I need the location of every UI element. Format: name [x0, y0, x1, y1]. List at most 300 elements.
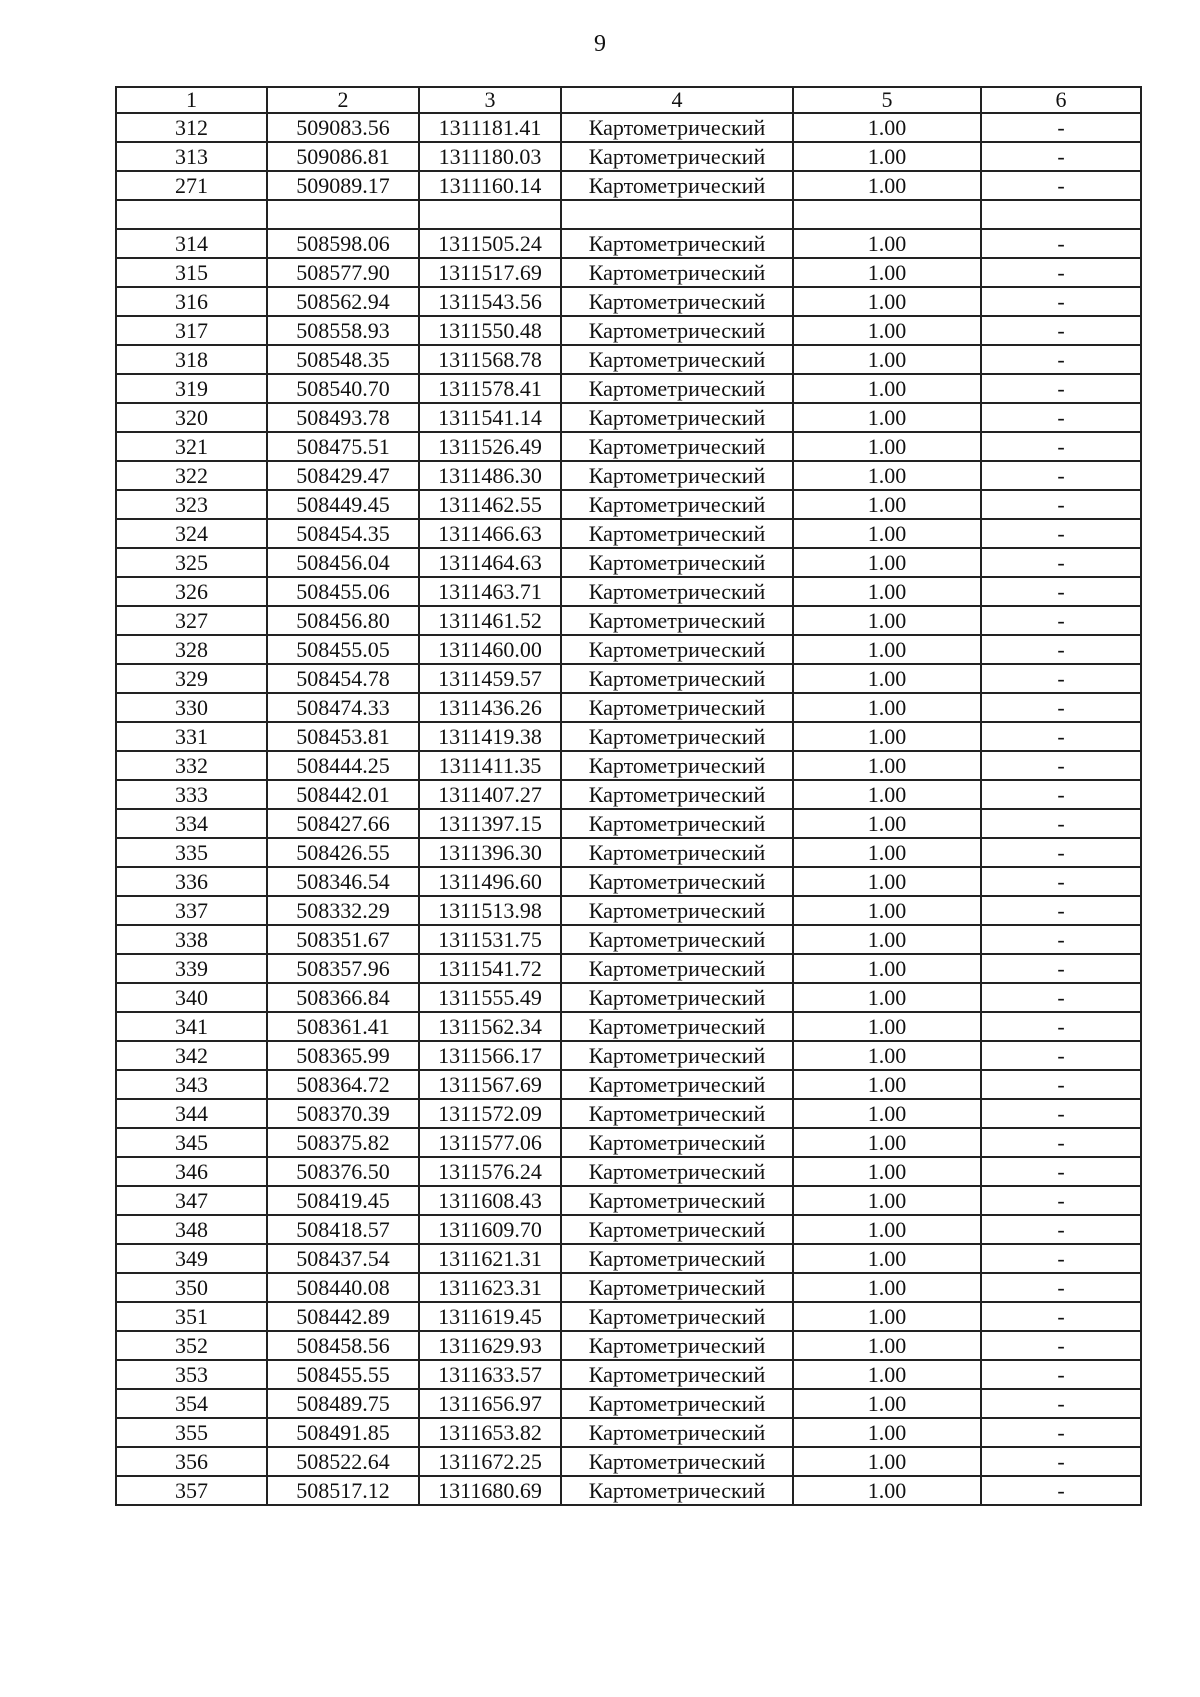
- x-coordinate-cell: 508475.51: [267, 432, 419, 461]
- y-coordinate-cell: 1311568.78: [419, 345, 561, 374]
- y-coordinate-cell: 1311555.49: [419, 983, 561, 1012]
- x-coordinate-cell: 508365.99: [267, 1041, 419, 1070]
- point-number-cell: 342: [116, 1041, 267, 1070]
- description-cell: -: [981, 635, 1141, 664]
- point-number-cell: 312: [116, 113, 267, 142]
- description-cell: -: [981, 1389, 1141, 1418]
- description-cell: -: [981, 316, 1141, 345]
- x-coordinate-cell: 508376.50: [267, 1157, 419, 1186]
- description-cell: [981, 200, 1141, 229]
- y-coordinate-cell: 1311541.72: [419, 954, 561, 983]
- table-row: [116, 664, 1141, 693]
- method-cell: [561, 200, 793, 229]
- description-cell: -: [981, 142, 1141, 171]
- accuracy-cell: [793, 200, 981, 229]
- x-coordinate-cell: 508458.56: [267, 1331, 419, 1360]
- description-cell: -: [981, 954, 1141, 983]
- description-cell: -: [981, 1447, 1141, 1476]
- method-cell: Картометрический: [561, 983, 793, 1012]
- point-number-cell: 332: [116, 751, 267, 780]
- table-row: [116, 983, 1141, 1012]
- description-cell: -: [981, 1302, 1141, 1331]
- accuracy-cell: 1.00: [793, 1447, 981, 1476]
- method-cell: Картометрический: [561, 1157, 793, 1186]
- point-number-cell: 320: [116, 403, 267, 432]
- method-cell: Картометрический: [561, 490, 793, 519]
- description-cell: -: [981, 1360, 1141, 1389]
- method-cell: Картометрический: [561, 1186, 793, 1215]
- method-cell: Картометрический: [561, 519, 793, 548]
- x-coordinate-cell: 508437.54: [267, 1244, 419, 1273]
- accuracy-cell: 1.00: [793, 345, 981, 374]
- accuracy-cell: 1.00: [793, 1360, 981, 1389]
- x-coordinate-cell: 508346.54: [267, 867, 419, 896]
- y-coordinate-cell: 1311411.35: [419, 751, 561, 780]
- table-row: [116, 780, 1141, 809]
- table-row: [116, 925, 1141, 954]
- table-row: [116, 200, 1141, 229]
- accuracy-cell: 1.00: [793, 606, 981, 635]
- point-number-cell: 334: [116, 809, 267, 838]
- description-cell: -: [981, 1244, 1141, 1273]
- table-row: [116, 867, 1141, 896]
- accuracy-cell: 1.00: [793, 1070, 981, 1099]
- method-cell: Картометрический: [561, 1273, 793, 1302]
- description-cell: -: [981, 1041, 1141, 1070]
- accuracy-cell: 1.00: [793, 809, 981, 838]
- table-row: [116, 229, 1141, 258]
- column-header: 2: [267, 87, 419, 113]
- point-number-cell: 331: [116, 722, 267, 751]
- y-coordinate-cell: 1311680.69: [419, 1476, 561, 1505]
- y-coordinate-cell: 1311486.30: [419, 461, 561, 490]
- description-cell: -: [981, 867, 1141, 896]
- x-coordinate-cell: 508522.64: [267, 1447, 419, 1476]
- method-cell: Картометрический: [561, 432, 793, 461]
- description-cell: -: [981, 664, 1141, 693]
- method-cell: Картометрический: [561, 635, 793, 664]
- column-header: 4: [561, 87, 793, 113]
- method-cell: Картометрический: [561, 113, 793, 142]
- x-coordinate-cell: 509083.56: [267, 113, 419, 142]
- y-coordinate-cell: 1311513.98: [419, 896, 561, 925]
- accuracy-cell: 1.00: [793, 664, 981, 693]
- x-coordinate-cell: 508558.93: [267, 316, 419, 345]
- description-cell: -: [981, 1186, 1141, 1215]
- y-coordinate-cell: 1311181.41: [419, 113, 561, 142]
- accuracy-cell: 1.00: [793, 1331, 981, 1360]
- method-cell: Картометрический: [561, 1331, 793, 1360]
- x-coordinate-cell: 508426.55: [267, 838, 419, 867]
- coordinates-table: [115, 86, 1142, 1506]
- x-coordinate-cell: 508364.72: [267, 1070, 419, 1099]
- x-coordinate-cell: 508455.55: [267, 1360, 419, 1389]
- point-number-cell: 325: [116, 548, 267, 577]
- point-number-cell: 354: [116, 1389, 267, 1418]
- method-cell: Картометрический: [561, 693, 793, 722]
- table-row: [116, 1186, 1141, 1215]
- table-row: [116, 1273, 1141, 1302]
- x-coordinate-cell: 508548.35: [267, 345, 419, 374]
- point-number-cell: 313: [116, 142, 267, 171]
- description-cell: -: [981, 1273, 1141, 1302]
- accuracy-cell: 1.00: [793, 954, 981, 983]
- method-cell: Картометрический: [561, 403, 793, 432]
- accuracy-cell: 1.00: [793, 722, 981, 751]
- description-cell: -: [981, 751, 1141, 780]
- method-cell: Картометрический: [561, 258, 793, 287]
- description-cell: -: [981, 722, 1141, 751]
- x-coordinate-cell: 508357.96: [267, 954, 419, 983]
- point-number-cell: 322: [116, 461, 267, 490]
- point-number-cell: 316: [116, 287, 267, 316]
- point-number-cell: 271: [116, 171, 267, 200]
- x-coordinate-cell: 508517.12: [267, 1476, 419, 1505]
- column-header: 1: [116, 87, 267, 113]
- accuracy-cell: 1.00: [793, 432, 981, 461]
- y-coordinate-cell: 1311160.14: [419, 171, 561, 200]
- method-cell: Картометрический: [561, 345, 793, 374]
- x-coordinate-cell: 508456.04: [267, 548, 419, 577]
- description-cell: -: [981, 1215, 1141, 1244]
- y-coordinate-cell: 1311572.09: [419, 1099, 561, 1128]
- method-cell: Картометрический: [561, 1360, 793, 1389]
- point-number-cell: 314: [116, 229, 267, 258]
- description-cell: -: [981, 693, 1141, 722]
- method-cell: Картометрический: [561, 896, 793, 925]
- description-cell: -: [981, 983, 1141, 1012]
- x-coordinate-cell: 508453.81: [267, 722, 419, 751]
- y-coordinate-cell: 1311462.55: [419, 490, 561, 519]
- x-coordinate-cell: 508444.25: [267, 751, 419, 780]
- accuracy-cell: 1.00: [793, 519, 981, 548]
- table-row: [116, 606, 1141, 635]
- accuracy-cell: 1.00: [793, 229, 981, 258]
- x-coordinate-cell: 509086.81: [267, 142, 419, 171]
- table-row: [116, 693, 1141, 722]
- point-number-cell: 330: [116, 693, 267, 722]
- x-coordinate-cell: 508455.05: [267, 635, 419, 664]
- method-cell: Картометрический: [561, 1389, 793, 1418]
- y-coordinate-cell: 1311505.24: [419, 229, 561, 258]
- accuracy-cell: 1.00: [793, 925, 981, 954]
- method-cell: Картометрический: [561, 287, 793, 316]
- method-cell: Картометрический: [561, 925, 793, 954]
- page-number: 9: [594, 31, 606, 57]
- method-cell: Картометрический: [561, 1215, 793, 1244]
- table-row: [116, 374, 1141, 403]
- x-coordinate-cell: 508598.06: [267, 229, 419, 258]
- method-cell: Картометрический: [561, 1447, 793, 1476]
- table-row: [116, 461, 1141, 490]
- accuracy-cell: 1.00: [793, 142, 981, 171]
- table-row: [116, 635, 1141, 664]
- method-cell: Картометрический: [561, 461, 793, 490]
- table-row: [116, 809, 1141, 838]
- x-coordinate-cell: 508540.70: [267, 374, 419, 403]
- table-row: [116, 954, 1141, 983]
- point-number-cell: 315: [116, 258, 267, 287]
- x-coordinate-cell: 508577.90: [267, 258, 419, 287]
- description-cell: -: [981, 1418, 1141, 1447]
- x-coordinate-cell: 508493.78: [267, 403, 419, 432]
- description-cell: -: [981, 1070, 1141, 1099]
- accuracy-cell: 1.00: [793, 461, 981, 490]
- table-row: [116, 1215, 1141, 1244]
- table-row: [116, 1157, 1141, 1186]
- y-coordinate-cell: 1311517.69: [419, 258, 561, 287]
- table-row: [116, 142, 1141, 171]
- x-coordinate-cell: 508361.41: [267, 1012, 419, 1041]
- point-number-cell: 348: [116, 1215, 267, 1244]
- x-coordinate-cell: 508429.47: [267, 461, 419, 490]
- description-cell: -: [981, 577, 1141, 606]
- point-number-cell: 351: [116, 1302, 267, 1331]
- description-cell: -: [981, 1157, 1141, 1186]
- y-coordinate-cell: 1311541.14: [419, 403, 561, 432]
- x-coordinate-cell: 508418.57: [267, 1215, 419, 1244]
- table-row: [116, 316, 1141, 345]
- y-coordinate-cell: 1311459.57: [419, 664, 561, 693]
- table-row: [116, 1302, 1141, 1331]
- x-coordinate-cell: 508351.67: [267, 925, 419, 954]
- method-cell: Картометрический: [561, 1302, 793, 1331]
- method-cell: Картометрический: [561, 664, 793, 693]
- y-coordinate-cell: 1311577.06: [419, 1128, 561, 1157]
- method-cell: Картометрический: [561, 1012, 793, 1041]
- y-coordinate-cell: 1311623.31: [419, 1273, 561, 1302]
- x-coordinate-cell: 508442.01: [267, 780, 419, 809]
- method-cell: Картометрический: [561, 229, 793, 258]
- x-coordinate-cell: 508456.80: [267, 606, 419, 635]
- point-number-cell: 355: [116, 1418, 267, 1447]
- point-number-cell: 350: [116, 1273, 267, 1302]
- method-cell: Картометрический: [561, 1476, 793, 1505]
- point-number-cell: 349: [116, 1244, 267, 1273]
- method-cell: Картометрический: [561, 548, 793, 577]
- description-cell: -: [981, 1128, 1141, 1157]
- x-coordinate-cell: 508375.82: [267, 1128, 419, 1157]
- column-header: 5: [793, 87, 981, 113]
- table-row: [116, 1128, 1141, 1157]
- y-coordinate-cell: [419, 200, 561, 229]
- accuracy-cell: 1.00: [793, 1099, 981, 1128]
- table-row: [116, 1099, 1141, 1128]
- description-cell: -: [981, 519, 1141, 548]
- table-row: [116, 838, 1141, 867]
- method-cell: Картометрический: [561, 1070, 793, 1099]
- y-coordinate-cell: 1311562.34: [419, 1012, 561, 1041]
- description-cell: -: [981, 258, 1141, 287]
- method-cell: Картометрический: [561, 722, 793, 751]
- table-row: [116, 1244, 1141, 1273]
- y-coordinate-cell: 1311407.27: [419, 780, 561, 809]
- point-number-cell: 337: [116, 896, 267, 925]
- y-coordinate-cell: 1311543.56: [419, 287, 561, 316]
- point-number-cell: 336: [116, 867, 267, 896]
- method-cell: Картометрический: [561, 838, 793, 867]
- point-number-cell: 339: [116, 954, 267, 983]
- description-cell: -: [981, 1099, 1141, 1128]
- table-row: [116, 577, 1141, 606]
- y-coordinate-cell: 1311653.82: [419, 1418, 561, 1447]
- x-coordinate-cell: 508442.89: [267, 1302, 419, 1331]
- point-number-cell: 324: [116, 519, 267, 548]
- description-cell: -: [981, 809, 1141, 838]
- column-header: 6: [981, 87, 1141, 113]
- point-number-cell: 321: [116, 432, 267, 461]
- method-cell: Картометрический: [561, 780, 793, 809]
- x-coordinate-cell: 508454.35: [267, 519, 419, 548]
- y-coordinate-cell: 1311629.93: [419, 1331, 561, 1360]
- y-coordinate-cell: 1311550.48: [419, 316, 561, 345]
- table-row: [116, 171, 1141, 200]
- x-coordinate-cell: 509089.17: [267, 171, 419, 200]
- y-coordinate-cell: 1311531.75: [419, 925, 561, 954]
- table-row: [116, 1447, 1141, 1476]
- accuracy-cell: 1.00: [793, 1157, 981, 1186]
- accuracy-cell: 1.00: [793, 1244, 981, 1273]
- point-number-cell: [116, 200, 267, 229]
- y-coordinate-cell: 1311621.31: [419, 1244, 561, 1273]
- y-coordinate-cell: 1311608.43: [419, 1186, 561, 1215]
- table-row: [116, 519, 1141, 548]
- point-number-cell: 346: [116, 1157, 267, 1186]
- x-coordinate-cell: 508454.78: [267, 664, 419, 693]
- point-number-cell: 340: [116, 983, 267, 1012]
- point-number-cell: 329: [116, 664, 267, 693]
- x-coordinate-cell: 508491.85: [267, 1418, 419, 1447]
- method-cell: Картометрический: [561, 577, 793, 606]
- y-coordinate-cell: 1311466.63: [419, 519, 561, 548]
- y-coordinate-cell: 1311396.30: [419, 838, 561, 867]
- table-body: [116, 113, 1141, 1505]
- y-coordinate-cell: 1311567.69: [419, 1070, 561, 1099]
- accuracy-cell: 1.00: [793, 577, 981, 606]
- accuracy-cell: 1.00: [793, 1389, 981, 1418]
- table-row: [116, 287, 1141, 316]
- table-row: [116, 1360, 1141, 1389]
- table-row: [116, 1041, 1141, 1070]
- description-cell: -: [981, 403, 1141, 432]
- y-coordinate-cell: 1311578.41: [419, 374, 561, 403]
- x-coordinate-cell: [267, 200, 419, 229]
- accuracy-cell: 1.00: [793, 171, 981, 200]
- table-row: [116, 1476, 1141, 1505]
- point-number-cell: 323: [116, 490, 267, 519]
- description-cell: -: [981, 896, 1141, 925]
- method-cell: Картометрический: [561, 1099, 793, 1128]
- y-coordinate-cell: 1311397.15: [419, 809, 561, 838]
- y-coordinate-cell: 1311496.60: [419, 867, 561, 896]
- method-cell: Картометрический: [561, 606, 793, 635]
- description-cell: -: [981, 113, 1141, 142]
- method-cell: Картометрический: [561, 867, 793, 896]
- accuracy-cell: 1.00: [793, 490, 981, 519]
- description-cell: -: [981, 345, 1141, 374]
- table-row: [116, 1070, 1141, 1099]
- accuracy-cell: 1.00: [793, 1128, 981, 1157]
- method-cell: Картометрический: [561, 316, 793, 345]
- y-coordinate-cell: 1311619.45: [419, 1302, 561, 1331]
- point-number-cell: 327: [116, 606, 267, 635]
- method-cell: Картометрический: [561, 954, 793, 983]
- accuracy-cell: 1.00: [793, 983, 981, 1012]
- description-cell: -: [981, 461, 1141, 490]
- description-cell: -: [981, 606, 1141, 635]
- description-cell: -: [981, 432, 1141, 461]
- point-number-cell: 347: [116, 1186, 267, 1215]
- method-cell: Картометрический: [561, 1041, 793, 1070]
- point-number-cell: 353: [116, 1360, 267, 1389]
- table-row: [116, 345, 1141, 374]
- accuracy-cell: 1.00: [793, 867, 981, 896]
- point-number-cell: 318: [116, 345, 267, 374]
- y-coordinate-cell: 1311464.63: [419, 548, 561, 577]
- x-coordinate-cell: 508489.75: [267, 1389, 419, 1418]
- point-number-cell: 356: [116, 1447, 267, 1476]
- point-number-cell: 345: [116, 1128, 267, 1157]
- x-coordinate-cell: 508455.06: [267, 577, 419, 606]
- table-row: [116, 258, 1141, 287]
- description-cell: -: [981, 1331, 1141, 1360]
- accuracy-cell: 1.00: [793, 1012, 981, 1041]
- point-number-cell: 326: [116, 577, 267, 606]
- accuracy-cell: 1.00: [793, 113, 981, 142]
- table-row: [116, 490, 1141, 519]
- accuracy-cell: 1.00: [793, 403, 981, 432]
- accuracy-cell: 1.00: [793, 751, 981, 780]
- y-coordinate-cell: 1311576.24: [419, 1157, 561, 1186]
- y-coordinate-cell: 1311566.17: [419, 1041, 561, 1070]
- table-row: [116, 432, 1141, 461]
- table-row: [116, 1331, 1141, 1360]
- point-number-cell: 357: [116, 1476, 267, 1505]
- point-number-cell: 338: [116, 925, 267, 954]
- table-row: [116, 722, 1141, 751]
- y-coordinate-cell: 1311180.03: [419, 142, 561, 171]
- y-coordinate-cell: 1311436.26: [419, 693, 561, 722]
- description-cell: -: [981, 287, 1141, 316]
- accuracy-cell: 1.00: [793, 316, 981, 345]
- point-number-cell: 352: [116, 1331, 267, 1360]
- x-coordinate-cell: 508449.45: [267, 490, 419, 519]
- description-cell: -: [981, 838, 1141, 867]
- method-cell: Картометрический: [561, 1418, 793, 1447]
- x-coordinate-cell: 508440.08: [267, 1273, 419, 1302]
- table-row: [116, 1418, 1141, 1447]
- method-cell: Картометрический: [561, 142, 793, 171]
- method-cell: Картометрический: [561, 374, 793, 403]
- x-coordinate-cell: 508474.33: [267, 693, 419, 722]
- accuracy-cell: 1.00: [793, 693, 981, 722]
- x-coordinate-cell: 508427.66: [267, 809, 419, 838]
- y-coordinate-cell: 1311461.52: [419, 606, 561, 635]
- x-coordinate-cell: 508562.94: [267, 287, 419, 316]
- y-coordinate-cell: 1311460.00: [419, 635, 561, 664]
- y-coordinate-cell: 1311656.97: [419, 1389, 561, 1418]
- y-coordinate-cell: 1311526.49: [419, 432, 561, 461]
- accuracy-cell: 1.00: [793, 374, 981, 403]
- description-cell: -: [981, 925, 1141, 954]
- accuracy-cell: 1.00: [793, 1302, 981, 1331]
- accuracy-cell: 1.00: [793, 1041, 981, 1070]
- table-row: [116, 896, 1141, 925]
- description-cell: -: [981, 374, 1141, 403]
- table-row: [116, 1012, 1141, 1041]
- table-row: [116, 548, 1141, 577]
- description-cell: -: [981, 1012, 1141, 1041]
